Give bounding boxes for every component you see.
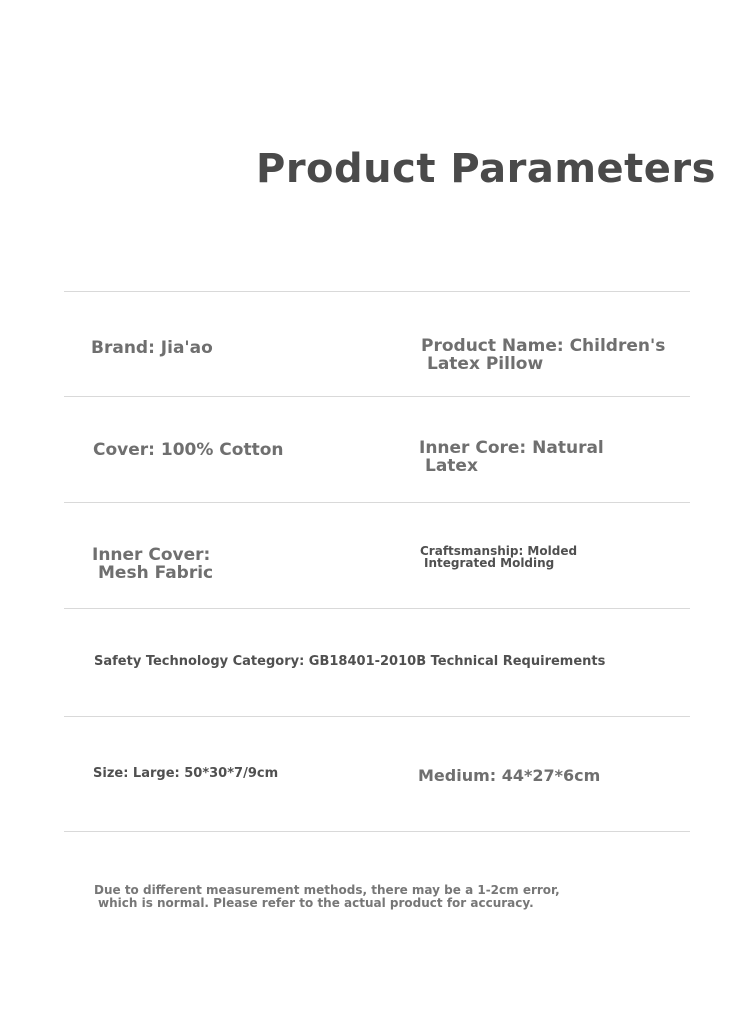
param-brand: [91, 339, 213, 357]
param-inner-cover-line-1: Inner Cover:: [92, 545, 211, 565]
param-brand-text: Brand: Jia'ao: [91, 338, 213, 358]
param-size-medium-text: Medium: 44*27*6cm: [418, 766, 601, 785]
divider: [64, 291, 690, 292]
measurement-note-line-2: which is normal. Please refer to the actual product for accuracy.: [98, 896, 534, 910]
measurement-note: [94, 884, 560, 910]
param-craftsmanship: [420, 545, 577, 569]
param-size-large-text: Size: Large: 50*30*7/9cm: [93, 766, 279, 781]
param-product-name-line-2: Latex Pillow: [427, 354, 544, 374]
divider: [64, 716, 690, 717]
param-inner-core-line-2: Latex: [425, 456, 478, 476]
param-safety: [94, 655, 605, 668]
param-craftsmanship-line-2: Integrated Molding: [424, 556, 555, 570]
divider: [64, 396, 690, 397]
param-inner-cover-line-2: Mesh Fabric: [98, 563, 214, 583]
divider: [64, 831, 690, 832]
param-cover: [93, 441, 284, 459]
divider: [64, 608, 690, 609]
param-product-name: [421, 337, 665, 373]
param-inner-core-line-1: Inner Core: Natural: [419, 438, 604, 458]
param-cover-text: Cover: 100% Cotton: [93, 440, 284, 460]
param-product-name-line-1: Product Name: Children's: [421, 336, 666, 356]
param-size-medium: [418, 767, 600, 785]
param-safety-text: Safety Technology Category: GB18401-2010B Technical Requirements: [94, 654, 606, 669]
page-title: Product Parameters: [256, 146, 716, 192]
param-size-large: [93, 767, 278, 780]
param-inner-cover: [92, 546, 213, 582]
divider: [64, 502, 690, 503]
param-craftsmanship-line-1: Craftsmanship: Molded: [420, 544, 578, 558]
param-inner-core: [419, 439, 604, 475]
measurement-note-line-1: Due to different measurement methods, there may be a 1-2cm error,: [94, 883, 560, 897]
